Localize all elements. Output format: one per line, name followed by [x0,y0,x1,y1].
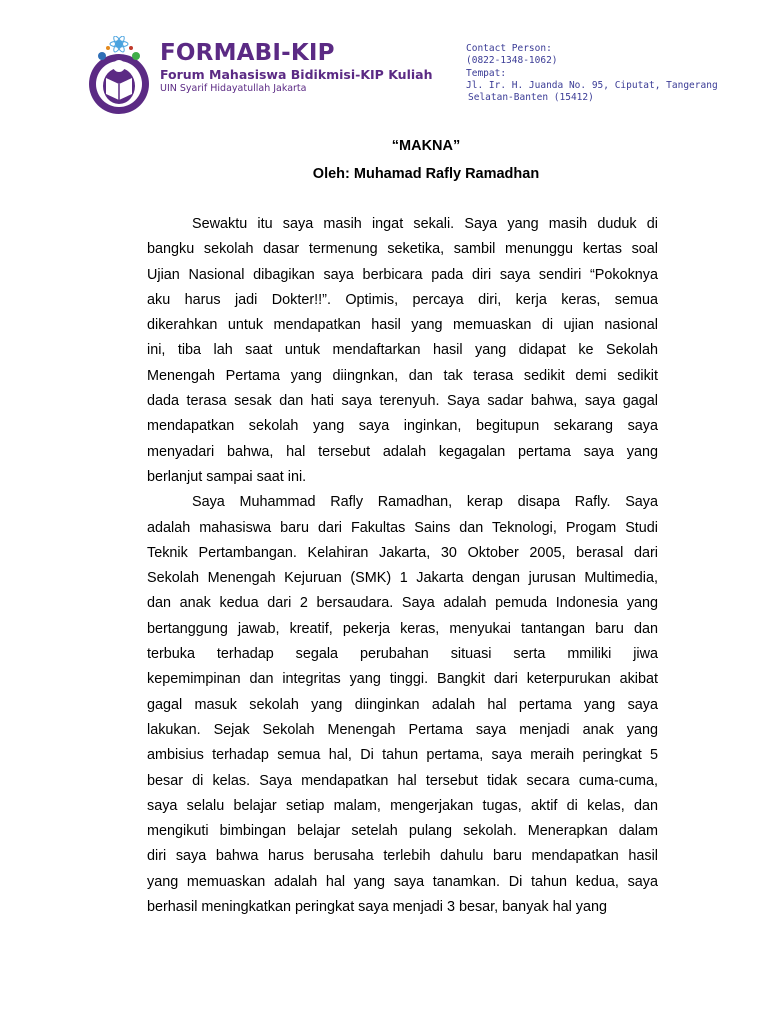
paragraph-line: bertanggung jawab, kreatif, pekerja keras, menyukai tantangan baru dan [147,620,658,637]
paragraph-line: Ujian Nasional dibagikan saya berbicara pada diri saya sendiri “Pokoknya [147,266,658,283]
paragraph-line: menyadari bahwa, hal tersebut adalah kegagalan pertama saya yang [147,443,658,460]
paragraph-line: yang memuaskan adalah hal yang saya tanamkan. Di tahun kedua, saya [147,873,658,890]
formabi-logo-icon [86,36,152,118]
paragraph-line: Saya Muhammad Rafly Ramadhan, kerap disapa Rafly. Saya [192,494,658,511]
document-title: “MAKNA” [391,138,461,154]
paragraph-line: diri saya bahwa harus berusaha terlebih dahulu baru mendapatkan hasil [147,848,658,865]
paragraph-line: saya selalu belajar setiap malam, mengerjakan tugas, aktif di kelas, dan [147,797,658,814]
paragraph-line: ini, tiba lah saat untuk mendaftarkan hasil yang didapat ke Sekolah [147,342,658,359]
paragraph-line: bangku sekolah dasar termenung seketika, sambil menunggu kertas soal [147,241,658,258]
paragraph-line: Teknik Pertambangan. Kelahiran Jakarta, 30 Oktober 2005, berasal dari [147,544,658,561]
paragraph-line: adalah mahasiswa baru dari Fakultas Sains dan Teknologi, Progam Studi [147,519,658,536]
letterhead [0,0,768,125]
document-body [147,212,658,920]
paragraph-line: Sekolah Menengah Kejuruan (SMK) 1 Jakarta dengan jurusan Multimedia, [147,570,658,587]
paragraph-line: lakukan. Sejak Sekolah Menengah Pertama saya menjadi anak yang [147,721,658,738]
paragraph-line: ambisius terhadap semua hal, Di tahun pertama, saya meraih peringkat 5 [147,747,658,764]
paragraph-line: berhasil meningkatkan peringkat saya menjadi 3 besar, banyak hal yang [147,899,607,916]
contact-block [466,43,718,104]
paragraph-line: mengikuti bimbingan belajar setelah pulang sekolah. Menerapkan dalam [147,823,658,840]
paragraph-line: terbuka terhadap segala perubahan situasi serta mmiliki jiwa [147,646,658,663]
paragraph-line: dan anak kedua dari 2 bersaudara. Saya adalah pemuda Indonesia yang [147,595,658,612]
paragraph-line: berlanjut sampai saat ini. [147,468,307,485]
paragraph-line: Menengah Pertama yang diingnkan, dan tak terasa sedikit demi sedikit [147,367,658,384]
paragraph-line: besar di kelas. Saya mendapatkan hal tersebut tidak secara cuma-cuma, [147,772,658,789]
paragraph-line: gagal masuk sekolah yang diinginkan adalah hal pertama yang saya [147,696,658,713]
paragraph-line: aku harus jadi Dokter!!”. Optimis, percaya diri, kerja keras, semua [147,291,658,308]
address-line-1: Jl. Ir. H. Juanda No. 95, Ciputat, Tangerang [466,79,718,91]
paragraph-line: kepemimpinan dan integritas yang tinggi. Bangkit dari keterpurukan akibat [147,671,658,688]
address-line-2: Selatan-Banten (15412) [468,92,594,104]
paragraph-line: mendapatkan sekolah yang saya inginkan, begitupun sekarang saya [147,418,658,435]
paragraph-line: Sewaktu itu saya masih ingat sekali. Saya yang masih duduk di [192,216,658,232]
paragraph-line: dada terasa sesak dan hati saya terenyuh. Saya sadar bahwa, saya gagal [147,393,658,410]
document-author: Oleh: Muhamad Rafly Ramadhan [312,166,540,182]
paragraph [147,212,658,490]
org-full-name: Forum Mahasiswa Bidikmisi-KIP Kuliah [160,67,433,82]
paragraph [147,490,658,920]
contact-phone: (0822-1348-1062) [466,55,558,67]
org-university: UIN Syarif Hidayatullah Jakarta [160,83,307,94]
place-label: Tempat: [466,67,507,79]
contact-label: Contact Person: [466,43,552,54]
org-name: FORMABI-KIP [160,40,335,66]
paragraph-line: dikerahkan untuk mendapatkan hasil yang memuaskan di ujian nasional [147,317,658,334]
